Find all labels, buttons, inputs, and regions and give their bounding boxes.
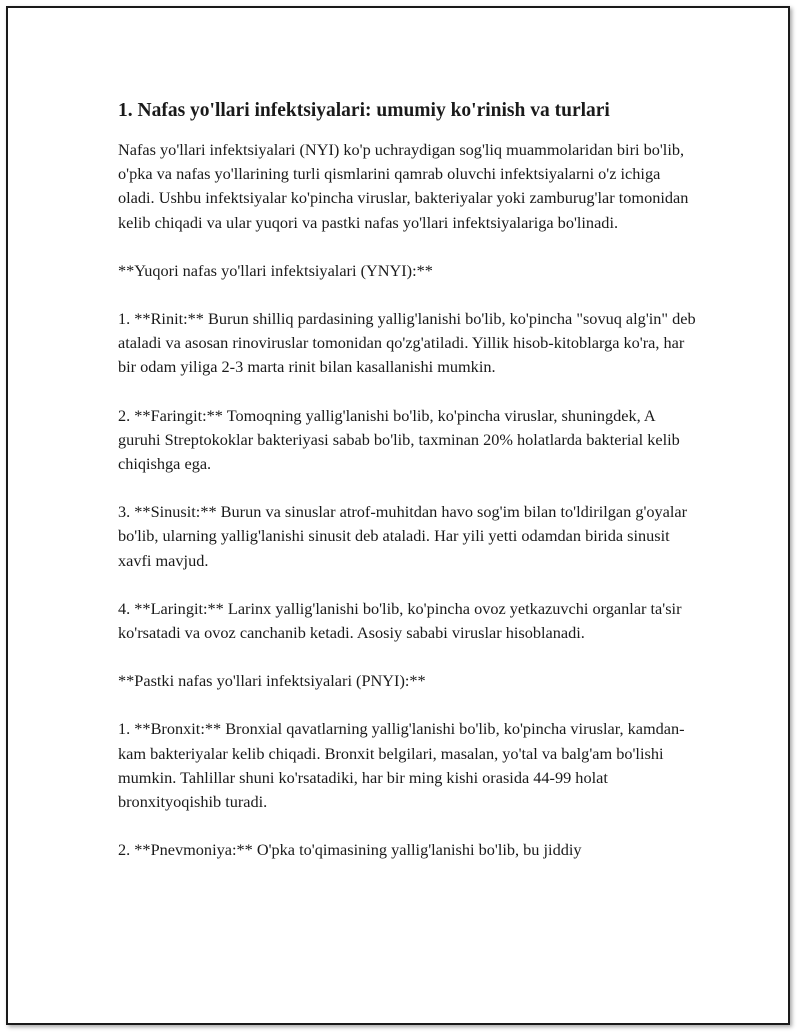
sinusitis-paragraph: 3. **Sinusit:** Burun va sinuslar atrof-muhitdan havo sog'im bilan to'ldirilgan g'oyalar bo'lib, ularning yallig'lanishi sinusit deb ataladi. Har yili yetti odamdan birida sinusit xavfi mavjud. (118, 502, 688, 570)
pharyngitis-paragraph: 2. **Faringit:** Tomoqning yallig'lanishi bo'lib, ko'pincha viruslar, shuningdek, A guruhi Streptokoklar bakteriyasi sabab bo'lib, taxminan 20% holatlarda bakterial kelib chiqishga ega. (118, 405, 680, 474)
rhinitis-paragraph: 1. **Rinit:** Burun shilliq pardasining yallig'lanishi bo'lib, ko'pincha "sovuq alg'in" deb ataladi va asosan rinoviruslar tomonidan qo'zg'atiladi. Yillik hisob-kitoblarga ko'ra, har bir odam yiliga 2-3 marta rinit bilan kasallanishi mumkin. (118, 309, 696, 377)
lower-respiratory-heading: **Pastki nafas yo'llari infektsiyalari (PNYI):** (118, 671, 426, 691)
pneumonia-paragraph: 2. **Pnevmoniya:** O'pka to'qimasining yallig'lanishi bo'lib, bu jiddiy (118, 840, 582, 860)
bronchitis-paragraph: 1. **Bronxit:** Bronxial qavatlarning yallig'lanishi bo'lib, ko'pincha viruslar, kamdan-kam bakteriyalar kelib chiqadi. Bronxit belgilari, masalan, yo'tal va balg'am bo'lishi mumkin. Tahlillar shuni ko'rsatadiki, har bir ming kishi orasida 44-99 holat bronxityoqishib turadi. (118, 719, 685, 812)
laryngitis-paragraph: 4. **Laringit:** Larinx yallig'lanishi bo'lib, ko'pincha ovoz yetkazuvchi organlar ta'sir ko'rsatadi va ovoz canchanib ketadi. Asosiy sababi viruslar hisoblanadi. (118, 598, 682, 643)
document-content (118, 98, 698, 886)
document-page (6, 6, 790, 1025)
document-title: 1. Nafas yo'llari infektsiyalari: umumiy ko'rinish va turlari (118, 100, 610, 121)
intro-paragraph: Nafas yo'llari infektsiyalari (NYI) ko'p uchraydigan sog'liq muammolaridan biri bo'lib, o'pka va nafas yo'llarining turli qismlarini qamrab oluvchi infektsiyalarni o'z ichiga oladi. Ushbu infektsiyalar ko'pincha viruslar, bakteriyalar yoki zamburug'lar tomonidan kelib chiqadi va ular yuqori va pastki nafas yo'llari infektsiyalariga bo'linadi. (118, 140, 689, 232)
upper-respiratory-heading: **Yuqori nafas yo'llari infektsiyalari (YNYI):** (118, 260, 433, 280)
